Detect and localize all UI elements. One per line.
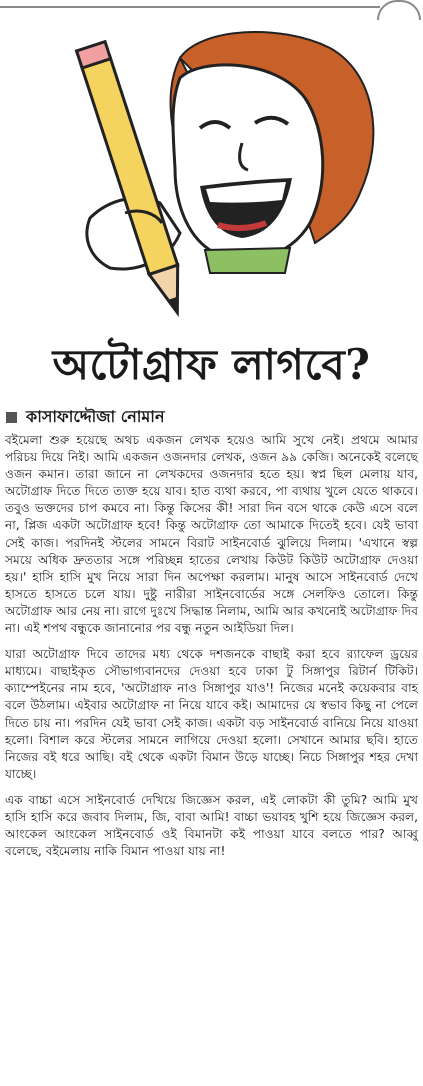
article-title: অটোগ্রাফ লাগবে? xyxy=(52,340,371,389)
paragraph: যারা অটোগ্রাফ দিবে তাদের মধ্য থেকে দশজনকে বাছাই করা হবে র‍্যাফেল ড্রয়ের মাধ্যমে। বাছাইকৃত সৌভাগ্যবানদের দেওয়া হবে ঢাকা টু সিঙ্গাপুর রিটার্ন টিকিট। ক্যাম্পেইনের নাম হবে, 'অটোগ্রাফ নাও সিঙ্গাপুর যাও'! নিজের মনেই কয়েকবার বাহ বলে উঠলাম। এইবার অটোগ্রাফ না নিয়ে যাবে কই। আমাদের যে স্বভাব কিছু না পেলে দিতে চায় না। পরদিন যেই ভাবা সেই কাজ। একটা বড় সাইনবোর্ড বানিয়ে নিয়ে যাওয়া হলো। বিশাল করে স্টলের সামনে লাগিয়ে দেওয়া হলো। সেখানে আমার ছবি। হাতে নিজের বই ধরে আছি। বই থেকে একটা বিমান উড়ে যাচ্ছে। নিচে সিঙ্গাপুর শহর দেখা যাচ্ছে। xyxy=(5,647,418,781)
paragraph: এক বাচ্চা এসে সাইনবোর্ড দেখিয়ে জিজ্ঞেস করল, এই লোকটা কী তুমি? আমি মুখ হাসি হাসি করে জবাব দিলাম, জি, বাবা আমি! বাচ্চা ভয়াবহ খুশি হয়ে জিজ্ঞেস করল, আংকেল আংকেল সাইনবোর্ড ওই বিমানটা কই পাওয়া যাবে বলতে পার? আব্বু বলেছে, বইমেলায় নাকি বিমান পাওয়া যায় না! xyxy=(5,792,418,859)
article-body xyxy=(5,432,418,869)
corner-tab xyxy=(377,0,421,20)
byline xyxy=(6,404,165,431)
paragraph: বইমেলা শুরু হয়েছে অথচ একজন লেখক হয়েও আমি সুখে নেই। প্রথমে আমার পরিচয় দিয়ে নিই। আমি একজন ওজনদার লেখক, ওজন ৯৯ কেজি। অনেকেই বলেছে ওজন কমান। তারা জানে না লেখকদের ওজনদার হতে হয়। স্বপ্ন ছিল মেলায় যাব, অটোগ্রাফ দিতে দিতে ত্যক্ত হয়ে যাব। হাত ব্যথা করবে, পা ব্যথায় খুলে যেতে থাকবে। তবুও ভক্তদের চাপ কমবে না। কিন্তু কিসের কী! সারা দিন বসে থাকে কেউ এসে বলে না, প্লিজ একটা অটোগ্রাফ হবে! কিন্তু অটোগ্রাফ তো আমাকে দিতেই হবে। যেই ভাবা সেই কাজ। পরদিনই স্টলের সামনে বিরাট সাইনবোর্ড ঝুলিয়ে দিলাম। 'এখানে স্বল্প সময়ে অধিক দ্রুততার সঙ্গে পরিচ্ছন্ন হাতের লেখায় কিউট কিউট অটোগ্রাফ দেওয়া হয়।' হাসি হাসি মুখ নিয়ে সারা দিন অপেক্ষা করলাম। মানুষ আসে সাইনবোর্ড দেখে হাসতে হাসতে চলে যায়। দুষ্টু নারীরা সাইনবোর্ডের সঙ্গে সেলফিও তোলে। কিন্তু অটোগ্রাফ আর নেয় না। রাগে দুঃখে সিদ্ধান্ত নিলাম, আমি আর কখনোই অটোগ্রাফ দিব না। এই শপথ বন্ধুকে জানানোর পর বন্ধু নতুন আইডিয়া দিল। xyxy=(5,433,418,636)
top-rule xyxy=(0,6,380,8)
smiling-woman-holding-pencil-illustration xyxy=(30,18,390,323)
author-name: কাসাফাদ্দৌজা নোমান xyxy=(26,407,165,426)
bullet-square-icon xyxy=(6,412,17,423)
